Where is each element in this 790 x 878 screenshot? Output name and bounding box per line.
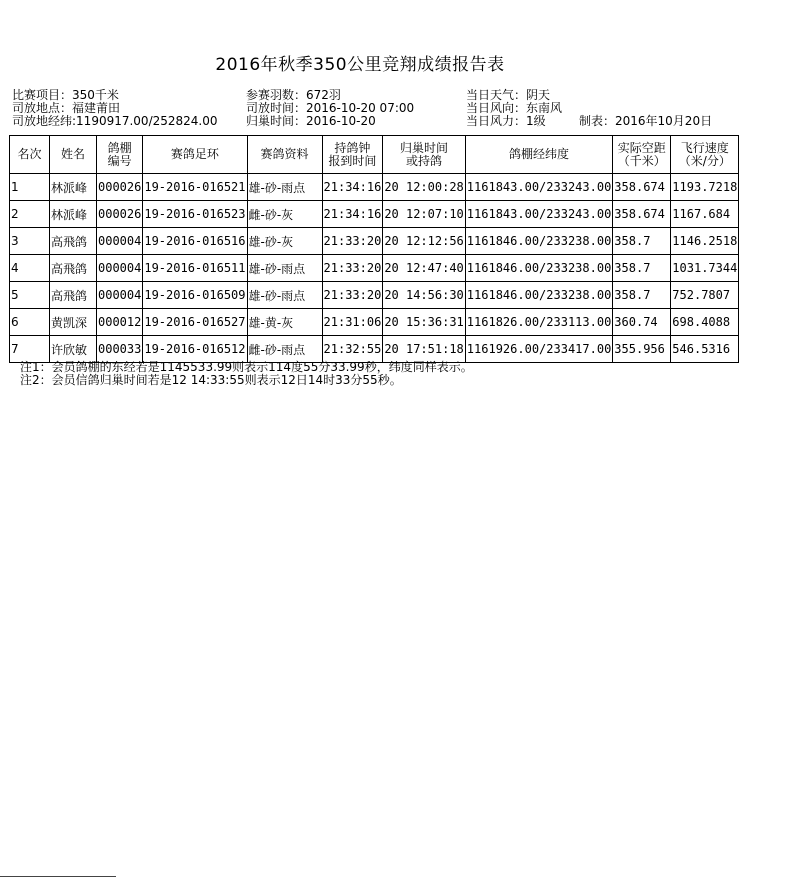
cell-bird-info: 雌-砂-灰: [247, 201, 322, 228]
header-clock-time: 持鸽钟 报到时间: [322, 136, 383, 174]
results-table: [9, 135, 739, 363]
cell-speed: 1193.7218: [671, 174, 739, 201]
cell-return-time: 20 12:00:28: [383, 174, 465, 201]
cell-loft-id: 000004: [97, 282, 143, 309]
header-distance: 实际空距 （千米）: [613, 136, 671, 174]
cell-clock-time: 21:33:20: [322, 282, 383, 309]
cell-clock-time: 21:34:16: [322, 174, 383, 201]
cell-bird-info: 雄-砂-雨点: [247, 282, 322, 309]
cell-clock-time: 21:33:20: [322, 228, 383, 255]
cell-ring: 19-2016-016512: [143, 336, 247, 363]
note-1: 注1：会员鸽棚的东经若是1145533.99则表示114度55分33.99秒，纬度同样表示。: [20, 360, 473, 374]
cell-return-time: 20 12:47:40: [383, 255, 465, 282]
cell-loft-coords: 1161826.00/233113.00: [465, 309, 613, 336]
cell-distance: 355.956: [613, 336, 671, 363]
cell-loft-coords: 1161843.00/233243.00: [465, 174, 613, 201]
cell-loft-coords: 1161846.00/233238.00: [465, 228, 613, 255]
cell-loft-id: 000033: [97, 336, 143, 363]
cell-loft-coords: 1161843.00/233243.00: [465, 201, 613, 228]
wind-direction-info: 当日风向：东南风: [466, 101, 563, 115]
cell-distance: 358.7: [613, 255, 671, 282]
cell-name: 高飛鸽: [50, 282, 97, 309]
cell-speed: 698.4088: [671, 309, 739, 336]
header-speed: 飞行速度 （米/分）: [671, 136, 739, 174]
cell-name: 林派峰: [50, 201, 97, 228]
cell-distance: 358.7: [613, 228, 671, 255]
wind-force-info: 当日风力：1级: [466, 114, 546, 128]
cell-loft-id: 000004: [97, 255, 143, 282]
cell-rank: 1: [10, 174, 50, 201]
cell-loft-id: 000026: [97, 174, 143, 201]
cell-bird-info: 雄-黄-灰: [247, 309, 322, 336]
cell-bird-info: 雄-砂-灰: [247, 228, 322, 255]
cell-loft-coords: 1161846.00/233238.00: [465, 282, 613, 309]
cell-rank: 6: [10, 309, 50, 336]
cell-rank: 2: [10, 201, 50, 228]
cell-speed: 1031.7344: [671, 255, 739, 282]
cell-return-time: 20 14:56:30: [383, 282, 465, 309]
cell-loft-coords: 1161846.00/233238.00: [465, 255, 613, 282]
cell-ring: 19-2016-016509: [143, 282, 247, 309]
table-row: [10, 201, 739, 228]
cell-bird-info: 雄-砂-雨点: [247, 174, 322, 201]
report-title: 2016年秋季350公里竞翔成绩报告表: [215, 55, 505, 75]
cell-rank: 5: [10, 282, 50, 309]
cell-rank: 7: [10, 336, 50, 363]
header-loft-coords: 鸽棚经纬度: [465, 136, 613, 174]
note-2: 注2：会员信鸽归巢时间若是12 14:33:55则表示12日14时33分55秒。: [20, 373, 402, 387]
cell-return-time: 20 12:07:10: [383, 201, 465, 228]
cell-loft-id: 000004: [97, 228, 143, 255]
cell-rank: 4: [10, 255, 50, 282]
header-return-time: 归巢时间 或持鸽: [383, 136, 465, 174]
cell-loft-id: 000026: [97, 201, 143, 228]
cell-ring: 19-2016-016521: [143, 174, 247, 201]
made-date-info: 制表：2016年10月20日: [579, 114, 713, 128]
table-row: [10, 336, 739, 363]
table-row: [10, 255, 739, 282]
cell-ring: 19-2016-016527: [143, 309, 247, 336]
cell-bird-info: 雌-砂-雨点: [247, 336, 322, 363]
cell-clock-time: 21:33:20: [322, 255, 383, 282]
cell-ring: 19-2016-016511: [143, 255, 247, 282]
table-row: [10, 174, 739, 201]
cell-name: 林派峰: [50, 174, 97, 201]
cell-clock-time: 21:32:55: [322, 336, 383, 363]
cell-name: 高飛鸽: [50, 228, 97, 255]
cell-return-time: 20 12:12:56: [383, 228, 465, 255]
cell-name: 黄凯深: [50, 309, 97, 336]
event-info: 比赛项目：350千米: [12, 88, 119, 102]
cell-clock-time: 21:34:16: [322, 201, 383, 228]
return-time-info: 归巢时间：2016-10-20: [246, 114, 376, 128]
header-ring: 赛鸽足环: [143, 136, 247, 174]
cell-distance: 358.674: [613, 174, 671, 201]
cell-speed: 752.7807: [671, 282, 739, 309]
cell-distance: 360.74: [613, 309, 671, 336]
cell-rank: 3: [10, 228, 50, 255]
cell-ring: 19-2016-016523: [143, 201, 247, 228]
cell-loft-id: 000012: [97, 309, 143, 336]
table-row: [10, 309, 739, 336]
divider: [0, 876, 116, 877]
entries-info: 参赛羽数：672羽: [246, 88, 341, 102]
cell-speed: 1146.2518: [671, 228, 739, 255]
cell-distance: 358.674: [613, 201, 671, 228]
release-coords-info: 司放地经纬:1190917.00/252824.00: [12, 114, 218, 128]
cell-bird-info: 雄-砂-雨点: [247, 255, 322, 282]
weather-info: 当日天气：阴天: [466, 88, 551, 102]
cell-speed: 1167.684: [671, 201, 739, 228]
cell-clock-time: 21:31:06: [322, 309, 383, 336]
table-row: [10, 228, 739, 255]
cell-speed: 546.5316: [671, 336, 739, 363]
cell-loft-coords: 1161926.00/233417.00: [465, 336, 613, 363]
cell-name: 高飛鸽: [50, 255, 97, 282]
cell-ring: 19-2016-016516: [143, 228, 247, 255]
header-bird-info: 赛鸽资料: [247, 136, 322, 174]
release-site-info: 司放地点：福建莆田: [12, 101, 121, 115]
table-header-row: [10, 136, 739, 174]
table-row: [10, 282, 739, 309]
notes: [20, 361, 473, 387]
cell-return-time: 20 15:36:31: [383, 309, 465, 336]
release-time-info: 司放时间：2016-10-20 07:00: [246, 101, 415, 115]
cell-distance: 358.7: [613, 282, 671, 309]
cell-return-time: 20 17:51:18: [383, 336, 465, 363]
header-rank: 名次: [10, 136, 50, 174]
cell-name: 许欣敏: [50, 336, 97, 363]
header-loft-id: 鸽棚 编号: [97, 136, 143, 174]
header-name: 姓名: [50, 136, 97, 174]
